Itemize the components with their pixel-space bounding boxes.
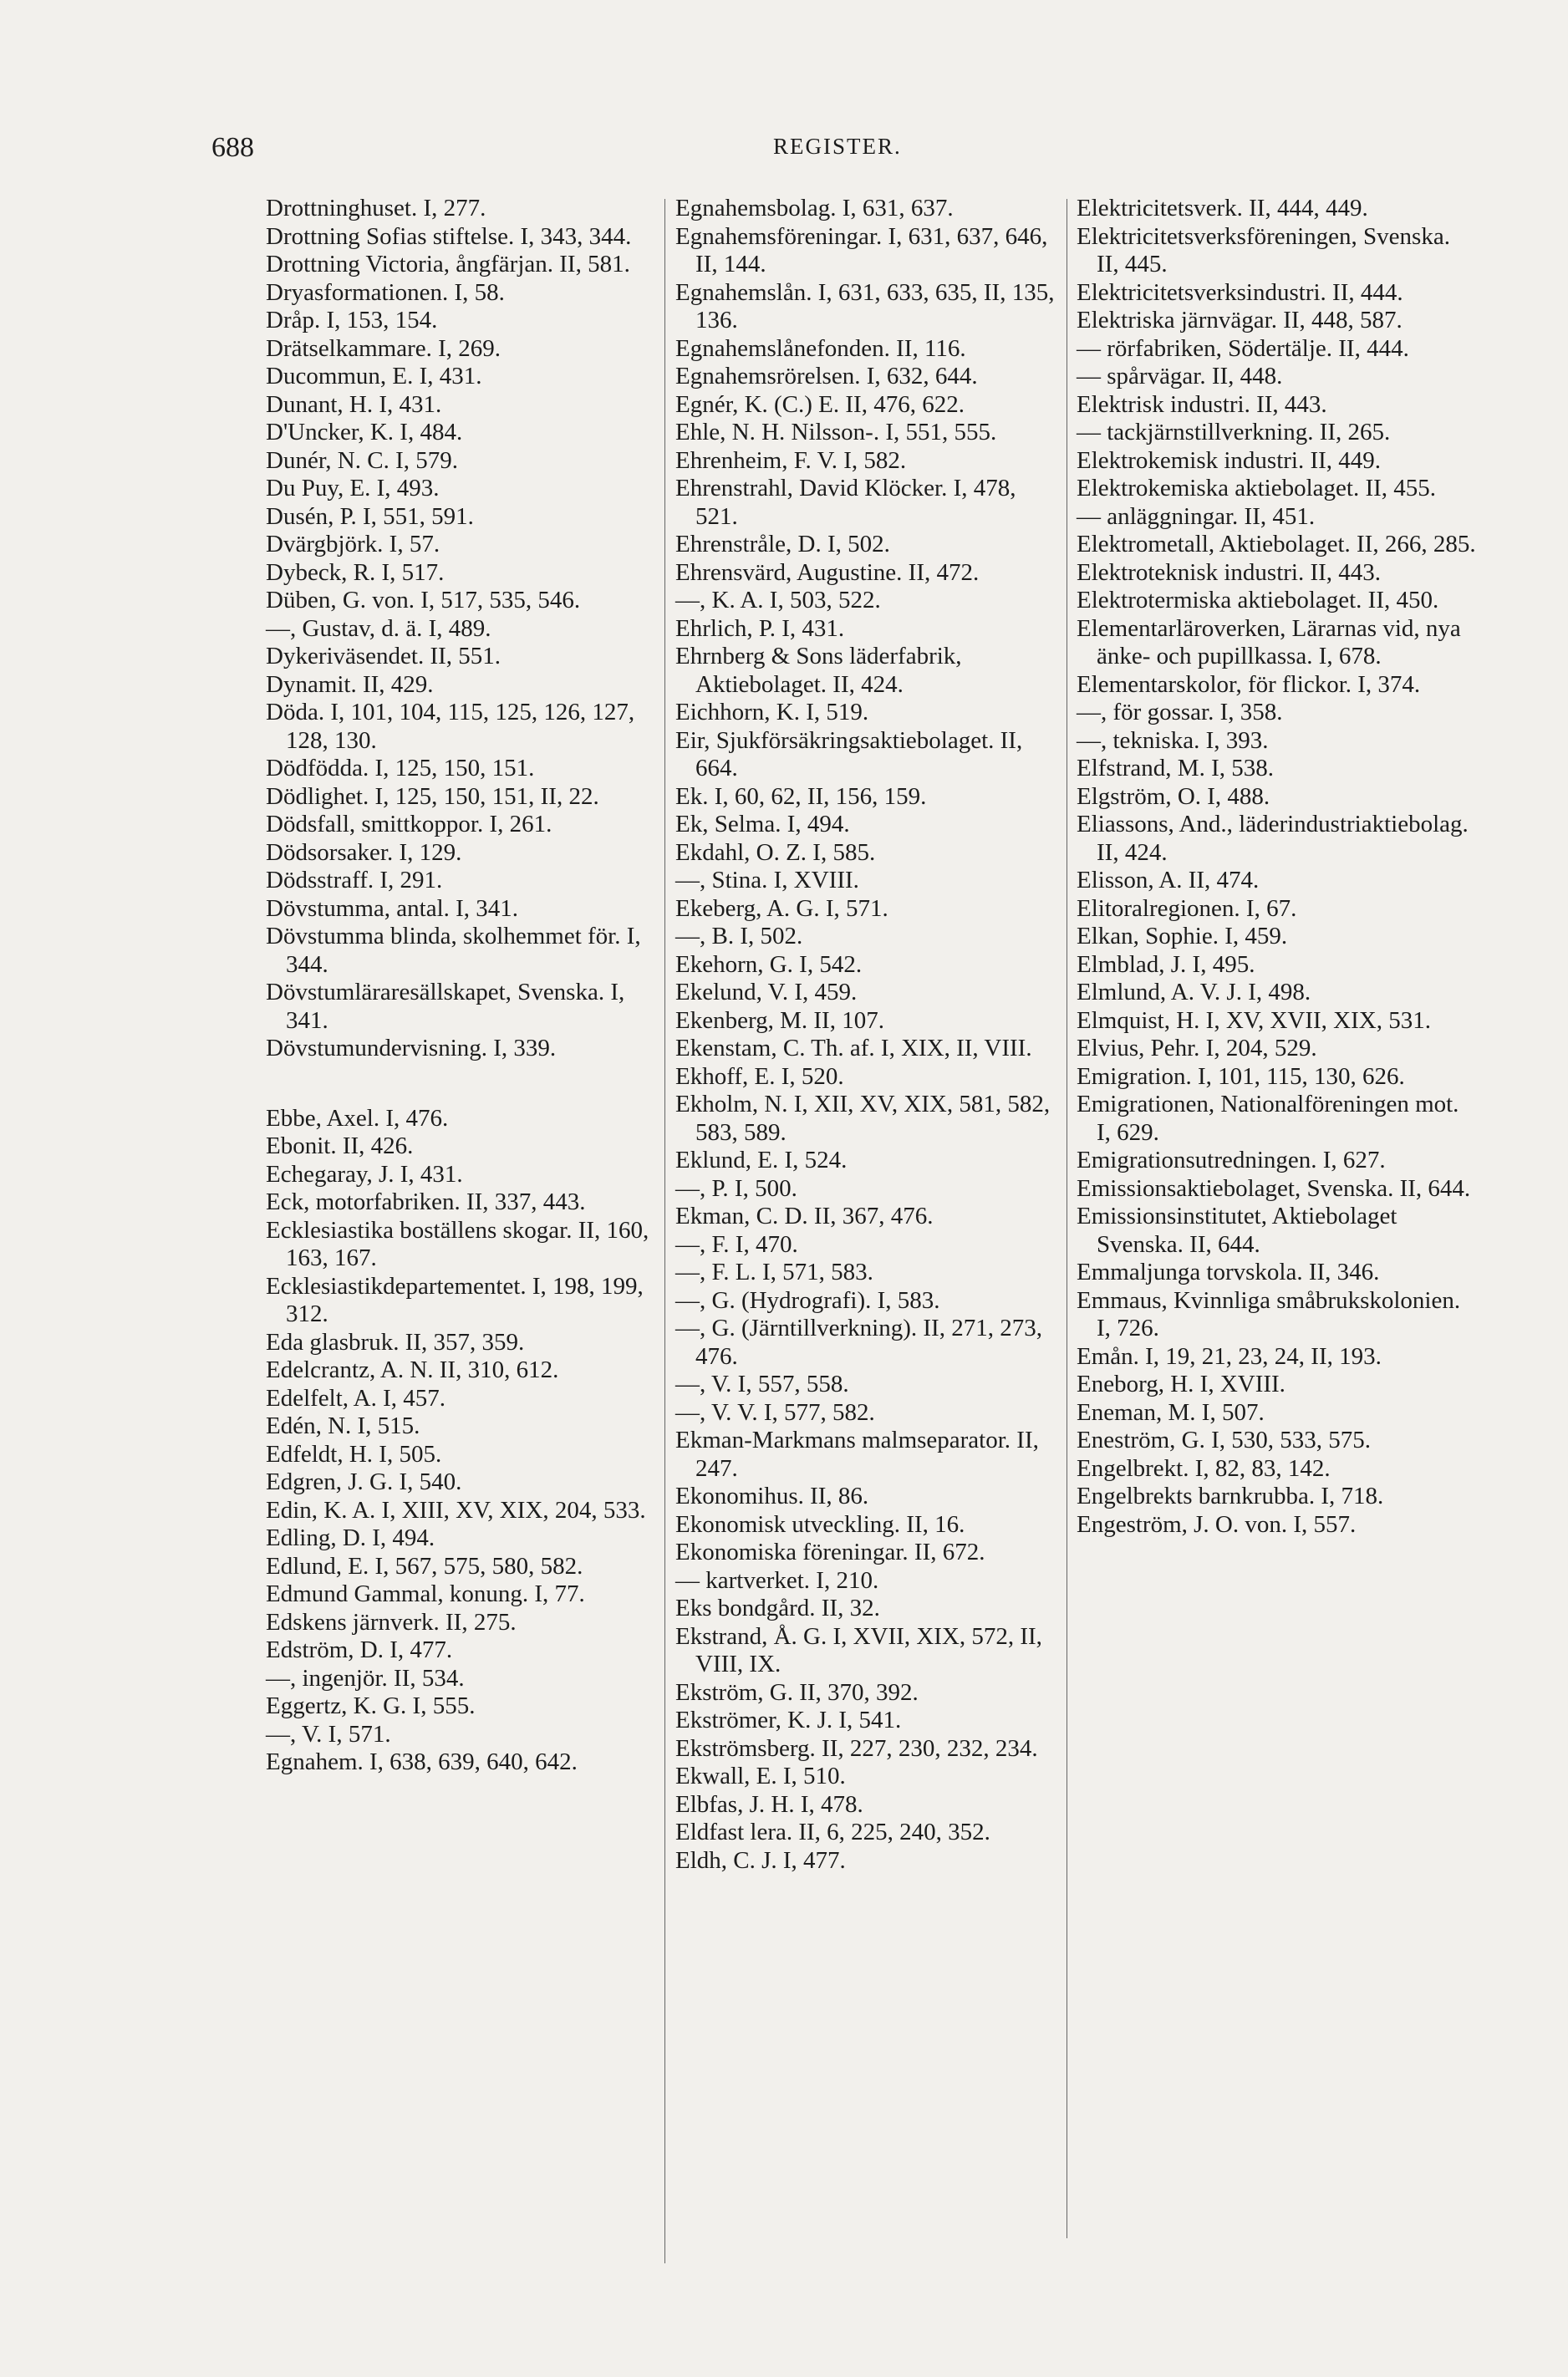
index-entry: Elektroteknisk industri. II, 443. [1077,558,1382,586]
index-entry: Dvärgbjörk. I, 57. [266,531,440,557]
index-entry: Emmaljunga torvskola. II, 346. [1077,1259,1380,1285]
index-entry: — tackjärnstillverkning. II, 265. [1077,419,1391,445]
index-entry: Eir, Sjukförsäkringsaktiebolaget. II, 664. [675,726,1023,781]
index-entry: Engeström, J. O. von. I, 557. [1077,1510,1357,1538]
index-entry: — rörfabriken, Södertälje. II, 444. [1077,334,1409,362]
index-entry: Elektriska järnvägar. II, 448, 587. [1077,307,1403,333]
index-entry: Elektrokemiska aktiebolaget. II, 455. [1077,475,1437,501]
index-entry: Edskens järnverk. II, 275. [266,1608,517,1636]
index-entry: Edling, D. I, 494. [266,1524,435,1551]
index-entry: Ducommun, E. I, 431. [266,363,482,389]
index-entry: Eliassons, And., läderindustriaktiebolag. II, 424. [1077,811,1469,866]
index-entry: Ekströmsberg. II, 227, 230, 232, 234. [675,1734,1038,1762]
index-entry: Elitoralregionen. I, 67. [1077,894,1297,922]
index-entry: Dödsstraff. I, 291. [266,867,443,893]
index-entry: Dövstumundervisning. I, 339. [266,1035,557,1061]
index-entry: Dryasformationen. I, 58. [266,278,505,306]
index-entry: Edin, K. A. I, XIII, XV, XIX, 204, 533. [266,1496,646,1524]
index-entry: Elektrisk industri. II, 443. [1077,390,1327,418]
index-entry: Eneman, M. I, 507. [1077,1398,1265,1426]
index-entry: Eldh, C. J. I, 477. [675,1846,846,1874]
index-entry: — kartverket. I, 210. [675,1566,879,1594]
index-entry: Engelbrekts barnkrubba. I, 718. [1077,1483,1384,1509]
index-entry: — anläggningar. II, 451. [1077,502,1316,530]
index-entry: Edfeldt, H. I, 505. [266,1440,442,1468]
index-entry: Ecklesiastika boställens skogar. II, 160, 163, 167. [266,1216,649,1271]
index-entry: Engelbrekt. I, 82, 83, 142. [1077,1454,1331,1482]
index-entry: Drottning Victoria, ångfärjan. II, 581. [266,251,630,277]
index-entry: Egnahemsrörelsen. I, 632, 644. [675,363,978,389]
index-entry: Ecklesiastikdepartementet. I, 198, 199, 312. [266,1272,644,1327]
index-entry: Elektrotermiska aktiebolaget. II, 450. [1077,587,1439,613]
index-entry: Dunant, H. I, 431. [266,390,442,418]
index-entry: Egnahemsföreningar. I, 631, 637, 646, II, 144. [675,222,1048,277]
index-entry: Ehle, N. H. Nilsson-. I, 551, 555. [675,419,997,445]
index-entry: —, V. I, 571. [266,1720,391,1748]
index-entry: Dusén, P. I, 551, 591. [266,502,474,530]
index-entry: Dunér, N. C. I, 579. [266,446,459,474]
index-entry: Dövstumma blinda, skolhemmet för. I, 344. [266,923,641,978]
index-entry: Eneström, G. I, 530, 533, 575. [1077,1427,1371,1453]
page-number: 688 [211,132,254,163]
index-entry: Edlund, E. I, 567, 575, 580, 582. [266,1552,583,1580]
index-entry: Dynamit. II, 429. [266,670,434,698]
index-entry: Elisson, A. II, 474. [1077,867,1260,893]
index-entry: Dövstumma, antal. I, 341. [266,894,519,922]
index-entry: Dödsfall, smittkoppor. I, 261. [266,811,552,837]
index-entry: Drottning Sofias stiftelse. I, 343, 344. [266,222,632,250]
index-entry: Ehrlich, P. I, 431. [675,614,845,642]
index-entry: Ekwall, E. I, 510. [675,1763,846,1789]
index-entry: Elbfas, J. H. I, 478. [675,1790,863,1818]
index-entry: Edelcrantz, A. N. II, 310, 612. [266,1356,559,1383]
index-entry: Ehrenstrahl, David Klöcker. I, 478, 521. [675,475,1016,530]
running-title: REGISTER. [773,134,902,159]
index-entry: Egnahemslånefonden. II, 116. [675,334,966,362]
index-entry: Elektrometall, Aktiebolaget. II, 266, 285. [1077,531,1476,557]
index-entry: Eck, motorfabriken. II, 337, 443. [266,1188,586,1215]
index-entry: Ekdahl, O. Z. I, 585. [675,838,876,866]
index-entry: Drätselkammare. I, 269. [266,334,501,362]
index-entry: Elementarläroverken, Lärarnas vid, nya änke- och pupillkassa. I, 678. [1077,614,1461,669]
index-entry: —, Gustav, d. ä. I, 489. [266,614,491,642]
index-entry: Döda. I, 101, 104, 115, 125, 126, 127, 128, 130. [266,699,635,754]
index-entry: Ekonomihus. II, 86. [675,1483,869,1509]
index-entry: Ekenstam, C. Th. af. I, XIX, II, VIII. [675,1035,1032,1061]
index-entry: —, G. (Hydrografi). I, 583. [675,1286,940,1314]
index-entry: Ekehorn, G. I, 542. [675,950,863,978]
index-entry: Elfstrand, M. I, 538. [1077,755,1274,781]
index-entry: Elmquist, H. I, XV, XVII, XIX, 531. [1077,1006,1431,1034]
index-entry: Elektrokemisk industri. II, 449. [1077,446,1382,474]
index-entry: Edén, N. I, 515. [266,1412,420,1439]
index-entry: Elektricitetsverksindustri. II, 444. [1077,278,1403,306]
index-entry: Elkan, Sophie. I, 459. [1077,923,1288,949]
index-entry: Dövstumläraresällskapet, Svenska. I, 341. [266,979,625,1034]
index-entry: Eldfast lera. II, 6, 225, 240, 352. [675,1819,990,1845]
index-entry: Ekeberg, A. G. I, 571. [675,894,888,922]
index-column-1 [266,195,659,1777]
index-entry: Ekholm, N. I, XII, XV, XIX, 581, 582, 583, 589. [675,1091,1051,1146]
index-entry: Edström, D. I, 477. [266,1636,453,1663]
index-entry: Elektricitetsverk. II, 444, 449. [1077,195,1368,221]
index-entry: —, K. A. I, 503, 522. [675,587,881,613]
index-entry: Egnahem. I, 638, 639, 640, 642. [266,1748,578,1775]
index-entry: Emigrationen, Nationalföreningen mot. I, 629. [1077,1091,1459,1146]
index-entry: —, tekniska. I, 393. [1077,726,1269,754]
index-entry: Ebonit. II, 426. [266,1133,414,1159]
index-entry: —, F. L. I, 571, 583. [675,1259,873,1285]
index-entry: Dybeck, R. I, 517. [266,558,445,586]
index-entry: —, för gossar. I, 358. [1077,699,1283,725]
index-entry: Echegaray, J. I, 431. [266,1160,463,1188]
index-entry: Elmblad, J. I, 495. [1077,950,1255,978]
index-entry: Dödfödda. I, 125, 150, 151. [266,755,535,781]
section-gap [266,1063,659,1105]
index-entry: Dödlighet. I, 125, 150, 151, II, 22. [266,782,599,810]
index-column-2 [675,195,1060,1875]
index-entry: Edgren, J. G. I, 540. [266,1468,462,1495]
index-entry: Ehrenstråle, D. I, 502. [675,531,890,557]
index-entry: Eks bondgård. II, 32. [675,1595,880,1621]
index-entry: Elvius, Pehr. I, 204, 529. [1077,1035,1317,1061]
index-entry: Ehrenheim, F. V. I, 582. [675,446,907,474]
index-entry: Ek, Selma. I, 494. [675,811,850,837]
index-entry: Dödsorsaker. I, 129. [266,838,462,866]
index-entry: Edelfelt, A. I, 457. [266,1384,446,1412]
index-entry: Ekströmer, K. J. I, 541. [675,1707,902,1733]
index-entry: Ehrensvärd, Augustine. II, 472. [675,558,980,586]
index-entry: Emigrationsutredningen. I, 627. [1077,1147,1386,1173]
index-entry: Eichhorn, K. I, 519. [675,699,869,725]
index-entry: Düben, G. von. I, 517, 535, 546. [266,587,581,613]
index-entry: Edmund Gammal, konung. I, 77. [266,1580,585,1607]
index-entry: Emån. I, 19, 21, 23, 24, II, 193. [1077,1342,1382,1370]
index-entry: —, F. I, 470. [675,1230,798,1258]
index-entry: Elmlund, A. V. J. I, 498. [1077,979,1311,1005]
index-entry: Egnahemslån. I, 631, 633, 635, II, 135, 136. [675,278,1055,333]
index-entry: Egnahemsbolag. I, 631, 637. [675,195,954,221]
column-rule [664,199,665,2263]
index-entry: Elektricitetsverksföreningen, Svenska. II, 445. [1077,222,1450,277]
index-column-3 [1077,195,1478,1539]
index-entry: Ekelund, V. I, 459. [675,979,858,1005]
index-entry: Elgström, O. I, 488. [1077,782,1270,810]
index-entry: Ebbe, Axel. I, 476. [266,1104,449,1132]
index-entry: —, ingenjör. II, 534. [266,1664,465,1692]
index-entry: Ekström, G. II, 370, 392. [675,1678,919,1706]
index-entry: Emissionsaktiebolaget, Svenska. II, 644. [1077,1174,1471,1202]
index-entry: Eggertz, K. G. I, 555. [266,1692,476,1719]
index-entry: Dråp. I, 153, 154. [266,307,438,333]
index-entry: Eklund, E. I, 524. [675,1147,848,1173]
index-entry: D'Uncker, K. I, 484. [266,419,463,445]
index-entry: Egnér, K. (C.) E. II, 476, 622. [675,390,965,418]
index-entry: Emissionsinstitutet, Aktiebolaget Svenska. II, 644. [1077,1203,1397,1258]
index-entry: Eneborg, H. I, XVIII. [1077,1371,1285,1397]
index-entry: Ekstrand, Å. G. I, XVII, XIX, 572, II, VIII, IX. [675,1622,1042,1677]
index-entry: Drottninghuset. I, 277. [266,195,486,221]
index-entry: Ekman, C. D. II, 367, 476. [675,1203,934,1229]
index-entry: Ekman-Markmans malmseparator. II, 247. [675,1427,1039,1482]
index-entry: Ekenberg, M. II, 107. [675,1006,884,1034]
index-entry: — spårvägar. II, 448. [1077,363,1283,389]
index-entry: —, V. V. I, 577, 582. [675,1398,875,1426]
index-entry: Du Puy, E. I, 493. [266,475,440,501]
index-entry: Dykeriväsendet. II, 551. [266,643,501,669]
index-entry: Emmaus, Kvinnliga småbrukskolonien. I, 726. [1077,1286,1461,1341]
index-entry: —, G. (Järntillverkning). II, 271, 273, 476. [675,1315,1042,1370]
index-entry: —, Stina. I, XVIII. [675,867,859,893]
index-entry: —, P. I, 500. [675,1174,797,1202]
index-entry: Ekonomisk utveckling. II, 16. [675,1510,965,1538]
index-entry: Elementarskolor, för flickor. I, 374. [1077,670,1421,698]
index-entry: Ekonomiska föreningar. II, 672. [675,1539,985,1565]
index-entry: Emigration. I, 101, 115, 130, 626. [1077,1062,1405,1090]
index-entry: Ek. I, 60, 62, II, 156, 159. [675,782,927,810]
index-entry: —, B. I, 502. [675,923,803,949]
index-entry: Ekhoff, E. I, 520. [675,1062,844,1090]
index-entry: Eda glasbruk. II, 357, 359. [266,1328,525,1356]
index-entry: —, V. I, 557, 558. [675,1371,849,1397]
index-entry: Ehrnberg & Sons läderfabrik, Aktiebolaget. II, 424. [675,643,962,698]
